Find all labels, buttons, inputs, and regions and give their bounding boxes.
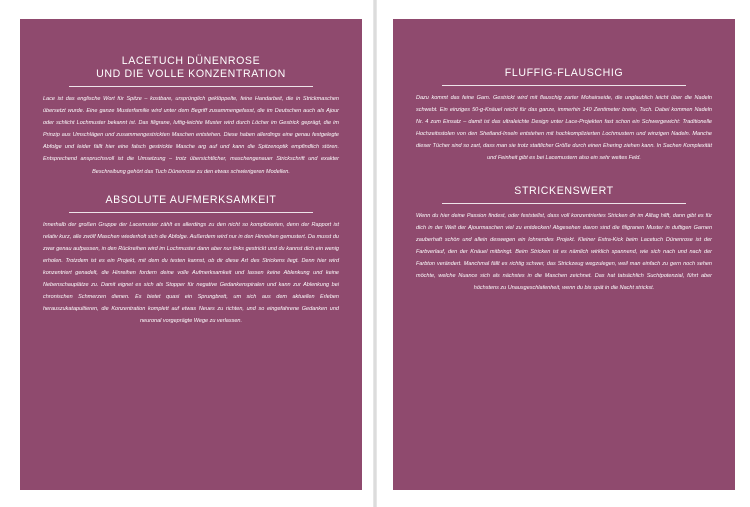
title-line-2: UND DIE VOLLE KONZENTRATION <box>96 68 286 80</box>
section-title-strickenswert: STRICKENSWERT <box>514 184 614 197</box>
section-body-lacetuch: Lace ist das englische Wort für Spitze – kostbare, ursprünglich geklöppelte, feine Handarbeit, die in Strickmaschen übersetzt wurde. Eine ganze Musterfamilie wird unter dem Begriff zusammengefasst, die im Deutschen auch als Ajour oder schlicht Lochmuster bekannt ist. Das filigrane, luftig-leichte Muster wird durch Löcher im Gestrick geprägt, die im Prinzip aus Umschlägen und zusammengestrickten Maschen entstehen. Diese haben allerdings eine genau festgelegte Abfolge und leider fällt hier eine falsch gestrickte Masche arg auf und kann die Spitzenoptik empfindlich stören. Entsprechend anspruchsvoll ist die Umsetzung – trotz übersichtlicher, maschengenauer Strickschrift und exakter Beschreibung gehört das Tuch Dünenrose zu den etwas schwierigeren Modellen. <box>43 96 339 175</box>
right-page <box>393 19 735 490</box>
title-underline <box>442 203 686 204</box>
section-title-aufmerksamkeit: ABSOLUTE AUFMERKSAMKEIT <box>105 193 277 206</box>
section-title-fluffig: FLUFFIG-FLAUSCHIG <box>504 67 624 79</box>
book-spine <box>373 0 377 507</box>
title-underline <box>69 212 313 213</box>
title-line-1: LACETUCH DÜNENROSE <box>121 55 261 67</box>
section-body-strickenswert: Wenn du hier deine Passion findest, oder feststellst, dass voll konzentriertes Stricken dir im Alltag hilft, dann gibt es für dich in der Welt der Ajourmaschen viel zu entdecken! Abgesehen davon sind die filigranen Muster in duftigen Garnen zauberhaft schön und allein deswegen ein lohnendes Projekt. Kleiner Extra-Kick beim Lacetuch Dünenrose ist der Farbverlauf, den der Knäuel mitbringt. Beim Stricken ist es nämlich wirklich spannend, wie sich nach und nach der Farbton verändert. Manchmal fällt es richtig schwer, das Strickzeug wegzulegen, weil man einfach zu gern noch sehen möchte, welche Nuance sich als nächstes in die Maschen zeichnet. Das hat tatsächlich Suchtpotenzial, führt aber höchstens zu Unausgeschlafenheit, wenn du bis spät in die Nacht strickst. <box>416 212 712 292</box>
title-underline <box>442 85 686 86</box>
section-title-lacetuch <box>43 55 339 81</box>
section-body-fluffig: Dazu kommt das feine Garn. Gestrickt wird mit flauschig zarter Mohairseide, die unglaublich leicht über die Nadeln schwebt. Ein einziges 50-g-Knäuel reicht für das ganze, immerhin 140 Zentimeter breite, Tuch. Dabei kommen Nadeln Nr. 4 zum Einsatz – damit ist das ultraleichte Design unter Lace-Projekten fast schon ein Schwergewicht: Traditionelle Hochzeitsstolen von den Shetland-Inseln entstehen mit hochkomplizierten Lochmustern und winzigen Nadeln. Manche dieser Tücher sind so zart, dass man sie trotz stattlicher Größe durch einen Ehering ziehen kann. In Sachen Komplexität und Feinheit gibt es bei Lacemustern also ein sehr weites Feld. <box>416 95 712 162</box>
section-body-aufmerksamkeit: Innerhalb der großen Gruppe der Lacemuster zählt es allerdings zu den nicht so komplizierten, denn der Rapport ist relativ kurz, alle zwölf Maschen wiederholt sich die Abfolge. Außerdem wird nur in den Hinreihen gemustert. Da musst du zwar genau aufpassen, in den Rückreihen wird im Lochmuster dann aber nur links gestrickt und du kannst dich ein wenig erholen. Trotzdem ist es ein Projekt, mit dem du testen kannst, ob dir diese Art des Strickens liegt. Denn hier wird konzentriert genadelt, die Hinreihen fordern deine volle Aufmerksamkeit und lassen keine Ablenkung und keine Nebenschauplätze zu. Damit eignet es sich als Stopper für negative Gedankenspiralen und kann zur Ablenkung bei chronischen Schmerzen dienen. Es bietet quasi ein Sprungbrett, um sich aus dem aktuellen Erleben herauszukatapultieren, die Konzentration komplett auf etwas Neues zu richten, und so eingefahrene Gedanken und neuronal vorgeprägte Wege zu verlassen. <box>43 221 339 325</box>
title-underline <box>69 86 313 87</box>
left-page <box>20 19 362 490</box>
